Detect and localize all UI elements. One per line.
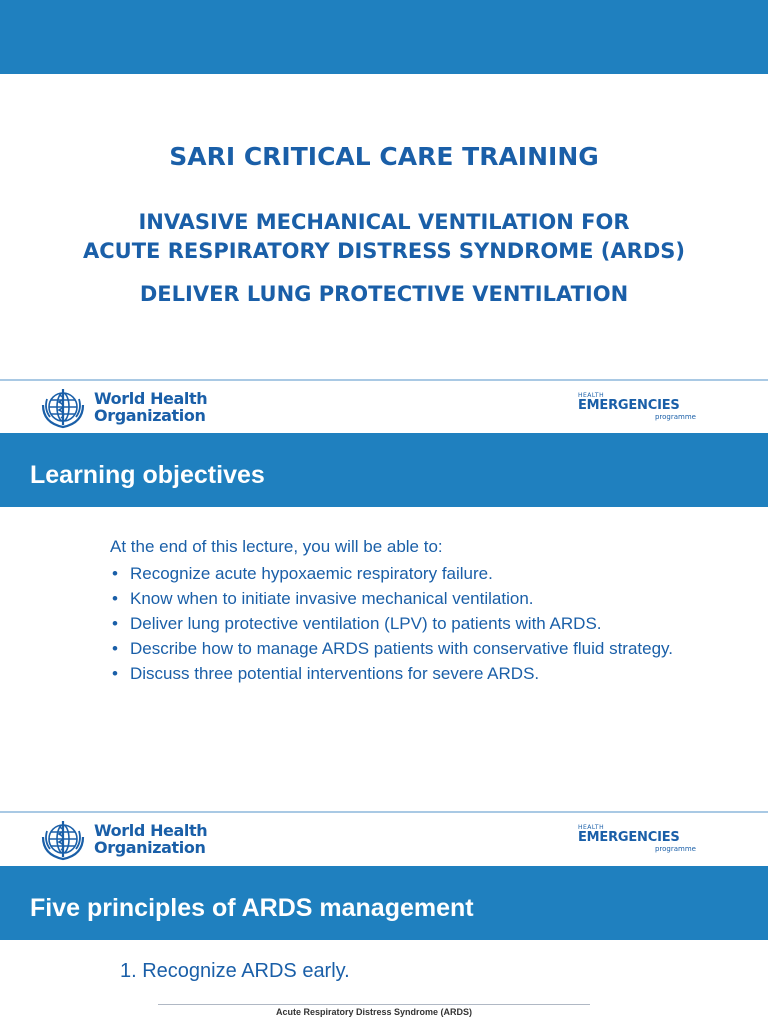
who-logo (38, 383, 207, 431)
health-emergencies-logo (578, 392, 698, 421)
slide-title: SARI CRITICAL CARE TRAINING (169, 142, 599, 171)
section-header-band (0, 433, 768, 507)
who-wordmark (94, 822, 207, 856)
slide-subtitle (0, 208, 768, 266)
learning-objectives (110, 534, 710, 684)
subtitle-line-1: INVASIVE MECHANICAL VENTILATION FOR (138, 210, 630, 234)
who-wordmark-line-2: Organization (94, 406, 206, 425)
who-emblem-icon (38, 815, 88, 863)
section-header-band (0, 866, 768, 940)
list-item: • Deliver lung protective ventilation (LPV) to patients with ARDS. (110, 613, 710, 634)
slide-subtitle-2: DELIVER LUNG PROTECTIVE VENTILATION (139, 282, 629, 306)
who-emblem-icon (38, 383, 88, 431)
top-header-band (0, 0, 768, 74)
he-logo-main: EMERGENCIES (578, 398, 680, 413)
who-wordmark (94, 390, 207, 424)
he-logo-programme: programme (654, 845, 696, 853)
he-logo-programme: programme (654, 413, 696, 421)
footer-divider (0, 379, 768, 381)
list-item: • Discuss three potential interventions for severe ARDS. (110, 663, 710, 684)
who-wordmark-line-1: World Health (94, 389, 208, 408)
health-emergencies-logo (578, 824, 698, 853)
list-item: • Recognize acute hypoxaemic respiratory failure. (110, 563, 710, 584)
who-logo (38, 815, 207, 863)
he-logo-small: HEALTH (578, 392, 605, 399)
he-logo-main: EMERGENCIES (578, 830, 680, 845)
list-item: • Describe how to manage ARDS patients with conservative fluid strategy. (110, 638, 710, 659)
subtitle-line-2: ACUTE RESPIRATORY DISTRESS SYNDROME (ARDS) (83, 239, 685, 263)
who-wordmark-line-1: World Health (94, 821, 208, 840)
who-wordmark-line-2: Organization (94, 838, 206, 857)
list-item: • Know when to initiate invasive mechanical ventilation. (110, 588, 710, 609)
footer-divider (0, 811, 768, 813)
principle-item: 1. Recognize ARDS early. (120, 960, 350, 982)
section-heading: Learning objectives (30, 461, 265, 489)
objectives-list (110, 563, 710, 684)
he-logo-small: HEALTH (578, 824, 605, 831)
figure-top-rule (158, 1004, 590, 1005)
objectives-intro: At the end of this lecture, you will be able to: (110, 537, 443, 556)
section-heading: Five principles of ARDS management (30, 894, 474, 922)
figure-caption: Acute Respiratory Distress Syndrome (ARDS) (275, 1007, 473, 1017)
